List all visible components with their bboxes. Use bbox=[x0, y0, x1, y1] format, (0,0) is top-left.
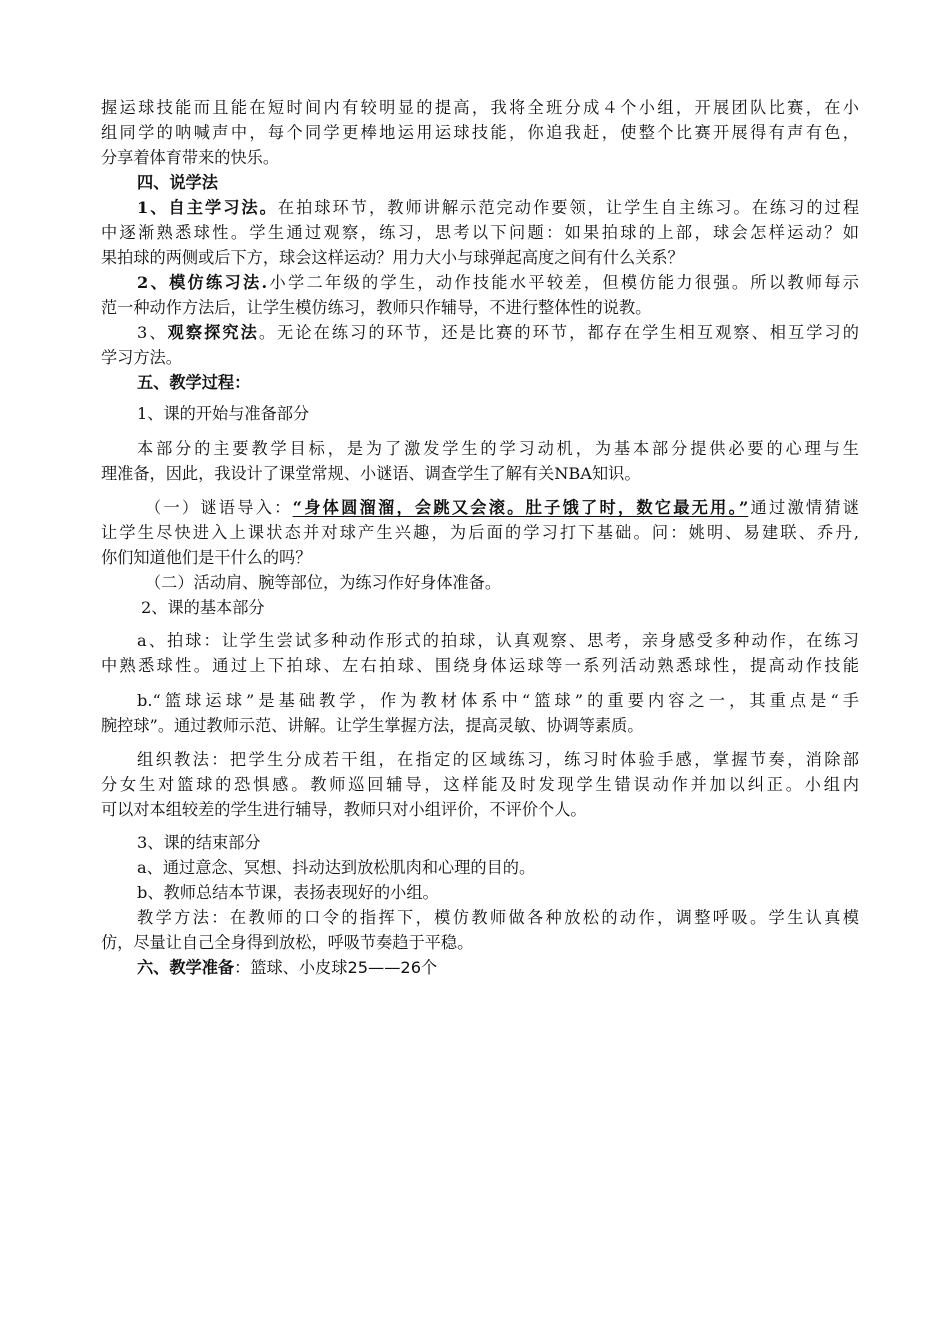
method-3-line: 学习方法。 bbox=[101, 348, 182, 367]
method-1-line: 果拍球的两侧或后下方，球会这样运动？用力大小与球弹起高度之间有什么关系？ bbox=[101, 248, 684, 267]
warmup-line: （二）活动肩、腕等部位，为练习作好身体准备。 bbox=[145, 573, 502, 592]
riddle-text: “身体圆溜溜，会跳又会滚。肚子饿了时，数它最无用。” bbox=[292, 498, 749, 517]
section-heading-teaching-process: 五、教学过程： bbox=[137, 373, 251, 392]
subsection-title-opening: 1、课的开始与准备部分 bbox=[137, 404, 310, 423]
paragraph-line: 可以对本组较差的学生进行辅导，教师只对小组评价，不评价个人。 bbox=[101, 800, 587, 819]
method-3-title: 观察探究法 bbox=[167, 323, 259, 342]
method-2-line: 2、模仿练习法.小学二年级的学生，动作技能水平较差，但模仿能力很强。所以教师每示 bbox=[137, 273, 859, 292]
paragraph-line: 中熟悉球性。通过上下拍球、左右拍球、围绕身体运球等一系列活动熟悉球性，提高动作技能 bbox=[101, 656, 859, 675]
paragraph-line: 理准备，因此，我设计了课堂常规、小谜语、调查学生了解有关NBA知识。 bbox=[101, 464, 641, 483]
paragraph-line: 组织教法：把学生分成若干组，在指定的区域练习，练习时体验手感，掌握节奏，消除部 bbox=[137, 750, 859, 769]
paragraph-line: b.“篮球运球”是基础教学，作为教材体系中“篮球”的重要内容之一，其重点是“手 bbox=[137, 691, 859, 710]
paragraph-line: 腕控球”。通过教师示范、讲解。让学生掌握方法，提高灵敏、协调等素质。 bbox=[101, 716, 644, 735]
subsection-title-basic: 2、课的基本部分 bbox=[141, 598, 265, 617]
subsection-title-closing: 3、课的结束部分 bbox=[137, 833, 261, 852]
paragraph-line: a、通过意念、冥想、抖动达到放松肌肉和心理的目的。 bbox=[137, 858, 536, 877]
method-3-line: 3、观察探究法。无论在练习的环节，还是比赛的环节，都存在学生相互观察、相互学习的 bbox=[137, 323, 859, 342]
paragraph-line: a、拍球：让学生尝试多种动作形式的拍球，认真观察、思考，亲身感受多种动作，在练习 bbox=[137, 631, 859, 650]
method-1-line: 中逐渐熟悉球性。学生通过观察，练习，思考以下问题：如果拍球的上部，球会怎样运动？如 bbox=[101, 223, 859, 242]
method-1-title: 1、自主学习法。 bbox=[137, 198, 278, 217]
paragraph-line: 分享着体育带来的快乐。 bbox=[101, 148, 280, 167]
section-heading-learning-methods: 四、说学法 bbox=[137, 173, 218, 192]
paragraph-line: 教学方法：在教师的口令的指挥下，模仿教师做各种放松的动作，调整呼吸。学生认真模 bbox=[137, 908, 859, 927]
riddle-line: 你们知道他们是干什么的吗？ bbox=[101, 548, 312, 567]
section-heading-preparation: 六、教学准备 bbox=[137, 958, 235, 977]
section-teaching-preparation: 六、教学准备：篮球、小皮球25——26个 bbox=[137, 958, 438, 977]
paragraph-line: 仿，尽量让自己全身得到放松，呼吸节奏趋于平稳。 bbox=[101, 933, 474, 952]
method-1-line: 1、自主学习法。在拍球环节，教师讲解示范完动作要领，让学生自主练习。在练习的过程 bbox=[137, 198, 860, 217]
paragraph-line: 组同学的呐喊声中，每个同学更棒地运用运球技能，你追我赶，使整个比赛开展得有声有色， bbox=[101, 123, 859, 142]
paragraph-line: b、教师总结本节课，表扬表现好的小组。 bbox=[137, 883, 439, 902]
quantity: 25——26 bbox=[347, 958, 422, 977]
paragraph-line: 握运球技能而且能在短时间内有较明显的提高，我将全班分成４个小组，开展团队比赛，在小 bbox=[101, 98, 859, 117]
paragraph-line: 本部分的主要教学目标，是为了激发学生的学习动机，为基本部分提供必要的心理与生 bbox=[137, 439, 859, 458]
method-2-title: 2、模仿练习法. bbox=[137, 273, 268, 292]
method-2-line: 范一种动作方法后，让学生模仿练习，教师只作辅导，不进行整体性的说教。 bbox=[101, 298, 652, 317]
riddle-line: （一）谜语导入：“身体圆溜溜，会跳又会滚。肚子饿了时，数它最无用。”通过激情猜谜 bbox=[145, 498, 859, 517]
paragraph-line: 分女生对篮球的恐惧感。教师巡回辅导，这样能及时发现学生错误动作并加以纠正。小组内 bbox=[101, 775, 859, 794]
riddle-line: 让学生尽快进入上课状态并对球产生兴趣，为后面的学习打下基础。问：姚明、易建联、乔丹, bbox=[101, 523, 859, 542]
